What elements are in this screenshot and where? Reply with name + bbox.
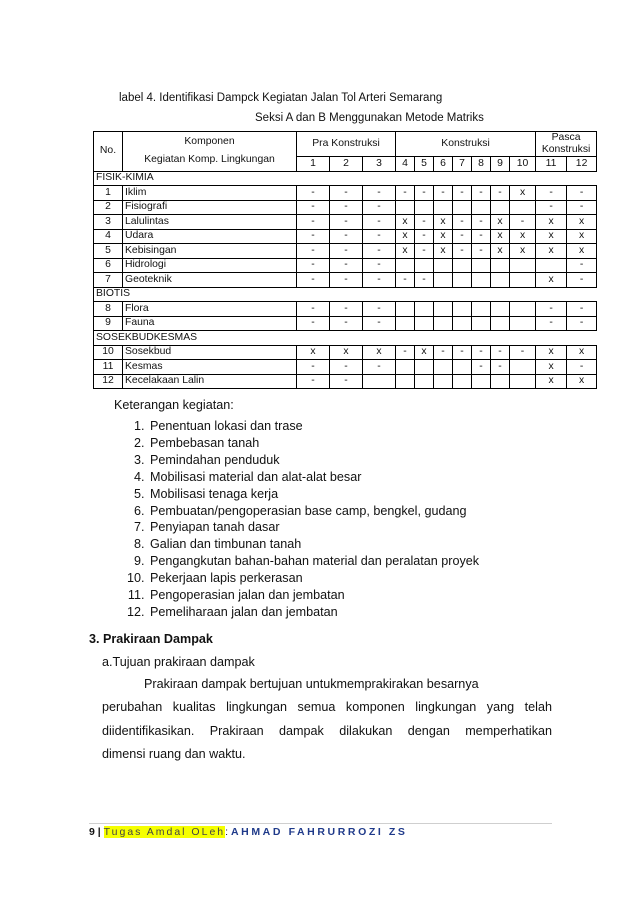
paragraph-line-2: perubahan kualitas lingkungan semua komponen lingkungan yang telah <box>102 700 552 714</box>
matrix-cell: - <box>363 229 396 244</box>
matrix-cell: - <box>330 200 363 215</box>
matrix-cell <box>453 374 472 389</box>
matrix-cell <box>510 302 536 317</box>
legend-item: 1. Penentuan lokasi dan trase <box>148 418 479 435</box>
matrix-cell: x <box>491 229 510 244</box>
matrix-cell <box>491 273 510 288</box>
matrix-cell: x <box>567 374 597 389</box>
paragraph-line-1: Prakiraan dampak bertujuan untukmemprakirakan besarnya <box>144 677 479 691</box>
matrix-cell: - <box>472 345 491 360</box>
matrix-cell: x <box>415 345 434 360</box>
matrix-cell: x <box>510 186 536 201</box>
matrix-cell: - <box>297 258 330 273</box>
section-fill <box>297 331 597 346</box>
matrix-cell <box>453 200 472 215</box>
matrix-cell: - <box>330 316 363 331</box>
matrix-cell <box>491 200 510 215</box>
matrix-cell: x <box>536 374 567 389</box>
matrix-cell: x <box>491 244 510 259</box>
row-number: 1 <box>94 186 123 201</box>
legend-item: 8. Galian dan timbunan tanah <box>148 536 479 553</box>
matrix-cell: - <box>297 200 330 215</box>
paragraph-line-4: dimensi ruang dan waktu. <box>102 747 246 761</box>
impact-matrix-table <box>93 131 597 389</box>
matrix-cell: - <box>330 215 363 230</box>
matrix-cell: x <box>330 345 363 360</box>
header-pasca-konstruksi: Pasca Konstruksi <box>536 132 597 157</box>
matrix-cell: - <box>363 316 396 331</box>
row-component-name: Fisiografi <box>123 200 297 215</box>
matrix-cell: - <box>453 244 472 259</box>
row-number: 7 <box>94 273 123 288</box>
matrix-cell: x <box>434 215 453 230</box>
matrix-cell: x <box>567 215 597 230</box>
header-col-5: 5 <box>415 157 434 172</box>
matrix-cell: - <box>363 258 396 273</box>
matrix-cell: x <box>363 345 396 360</box>
row-component-name: Hidrologi <box>123 258 297 273</box>
matrix-cell: x <box>536 345 567 360</box>
matrix-cell: x <box>536 215 567 230</box>
matrix-cell <box>453 360 472 375</box>
matrix-cell: x <box>491 215 510 230</box>
matrix-cell: x <box>396 215 415 230</box>
matrix-cell: - <box>396 186 415 201</box>
table-row <box>94 244 597 259</box>
matrix-cell: x <box>434 229 453 244</box>
row-number: 2 <box>94 200 123 215</box>
table-row <box>94 316 597 331</box>
header-no: No. <box>94 132 123 172</box>
matrix-cell: - <box>363 273 396 288</box>
matrix-cell: - <box>297 244 330 259</box>
footer <box>89 825 408 839</box>
matrix-cell: - <box>297 374 330 389</box>
matrix-cell <box>491 258 510 273</box>
matrix-cell: x <box>297 345 330 360</box>
header-col-4: 4 <box>396 157 415 172</box>
matrix-cell <box>510 374 536 389</box>
matrix-cell: - <box>536 186 567 201</box>
matrix-cell: - <box>330 229 363 244</box>
matrix-cell: - <box>415 215 434 230</box>
row-component-name: Udara <box>123 229 297 244</box>
matrix-cell <box>491 374 510 389</box>
matrix-cell <box>434 316 453 331</box>
matrix-cell: - <box>491 360 510 375</box>
row-component-name: Flora <box>123 302 297 317</box>
legend-item: 7. Penyiapan tanah dasar <box>148 519 479 536</box>
matrix-cell: x <box>536 244 567 259</box>
page-number: 9 | <box>89 826 101 838</box>
matrix-cell: - <box>330 186 363 201</box>
legend-item: 11. Pengoperasian jalan dan jembatan <box>148 587 479 604</box>
header-col-1: 1 <box>297 157 330 172</box>
matrix-cell: x <box>396 244 415 259</box>
matrix-cell: - <box>415 229 434 244</box>
matrix-cell: x <box>567 229 597 244</box>
row-number: 9 <box>94 316 123 331</box>
matrix-cell: - <box>363 200 396 215</box>
matrix-cell: - <box>415 273 434 288</box>
matrix-cell <box>434 200 453 215</box>
legend-item: 9. Pengangkutan bahan-bahan material dan peralatan proyek <box>148 553 479 570</box>
table-row <box>94 229 597 244</box>
matrix-cell <box>434 360 453 375</box>
matrix-cell: - <box>567 200 597 215</box>
matrix-cell: - <box>415 244 434 259</box>
legend-item: 5. Mobilisasi tenaga kerja <box>148 486 479 503</box>
matrix-cell <box>396 316 415 331</box>
section-row <box>94 171 597 186</box>
matrix-cell: - <box>396 273 415 288</box>
matrix-cell <box>415 360 434 375</box>
matrix-cell <box>415 374 434 389</box>
header-kegiatan-label: Kegiatan Komp. Lingkungan <box>144 154 275 166</box>
matrix-cell: - <box>297 215 330 230</box>
row-number: 10 <box>94 345 123 360</box>
matrix-cell: - <box>297 316 330 331</box>
table-row <box>94 302 597 317</box>
matrix-cell: - <box>297 302 330 317</box>
matrix-cell <box>396 360 415 375</box>
matrix-cell <box>434 273 453 288</box>
matrix-cell: - <box>297 360 330 375</box>
matrix-cell: - <box>536 200 567 215</box>
row-number: 4 <box>94 229 123 244</box>
matrix-cell: - <box>510 215 536 230</box>
matrix-cell <box>396 258 415 273</box>
row-component-name: Kebisingan <box>123 244 297 259</box>
matrix-cell: - <box>363 186 396 201</box>
matrix-cell: - <box>567 360 597 375</box>
matrix-cell: - <box>330 302 363 317</box>
matrix-cell: - <box>434 345 453 360</box>
section-title: BIOTIS <box>94 287 297 302</box>
matrix-cell: x <box>536 360 567 375</box>
matrix-cell: x <box>510 229 536 244</box>
matrix-cell: - <box>567 302 597 317</box>
matrix-cell: - <box>472 244 491 259</box>
row-number: 12 <box>94 374 123 389</box>
header-col-6: 6 <box>434 157 453 172</box>
matrix-cell: - <box>330 374 363 389</box>
matrix-cell <box>472 273 491 288</box>
legend-item: 12. Pemeliharaan jalan dan jembatan <box>148 604 479 621</box>
matrix-cell: - <box>297 273 330 288</box>
matrix-cell <box>510 200 536 215</box>
matrix-cell <box>472 316 491 331</box>
footer-author: AHMAD FAHRURROZI ZS <box>230 826 408 838</box>
section-heading: 3. Prakiraan Dampak <box>89 632 213 646</box>
section-title: SOSEKBUDKESMAS <box>94 331 297 346</box>
matrix-cell: - <box>330 244 363 259</box>
matrix-cell <box>434 374 453 389</box>
matrix-cell: - <box>491 345 510 360</box>
matrix-cell: - <box>453 229 472 244</box>
row-component-name: Fauna <box>123 316 297 331</box>
header-col-12: 12 <box>567 157 597 172</box>
matrix-cell: - <box>330 273 363 288</box>
matrix-cell <box>510 273 536 288</box>
footer-rule <box>89 823 552 824</box>
row-component-name: Geoteknik <box>123 273 297 288</box>
table-row <box>94 273 597 288</box>
matrix-cell: - <box>415 186 434 201</box>
matrix-cell <box>415 316 434 331</box>
header-pra-konstruksi: Pra Konstruksi <box>297 132 396 157</box>
matrix-cell: - <box>453 345 472 360</box>
matrix-cell: - <box>567 316 597 331</box>
matrix-cell: - <box>453 186 472 201</box>
matrix-cell: - <box>491 186 510 201</box>
matrix-cell: x <box>396 229 415 244</box>
matrix-cell <box>453 316 472 331</box>
matrix-cell: - <box>434 186 453 201</box>
header-col-7: 7 <box>453 157 472 172</box>
matrix-cell <box>510 316 536 331</box>
matrix-cell <box>453 273 472 288</box>
section-fill <box>297 171 597 186</box>
table-row <box>94 360 597 375</box>
row-component-name: Lalulintas <box>123 215 297 230</box>
matrix-cell: - <box>567 186 597 201</box>
matrix-cell: - <box>536 302 567 317</box>
matrix-cell: - <box>453 215 472 230</box>
header-komponen-label: Komponen <box>184 136 235 148</box>
matrix-cell <box>472 258 491 273</box>
matrix-cell: - <box>363 215 396 230</box>
matrix-cell <box>453 302 472 317</box>
matrix-cell: - <box>472 186 491 201</box>
section-row <box>94 287 597 302</box>
matrix-cell <box>396 200 415 215</box>
matrix-cell <box>491 316 510 331</box>
section-row <box>94 331 597 346</box>
footer-label: Tugas Amdal OLeh <box>103 826 226 838</box>
matrix-cell <box>434 302 453 317</box>
matrix-cell <box>396 374 415 389</box>
matrix-cell: - <box>297 229 330 244</box>
row-number: 3 <box>94 215 123 230</box>
table-row <box>94 258 597 273</box>
row-component-name: Kecelakaan Lalin <box>123 374 297 389</box>
matrix-cell <box>363 374 396 389</box>
matrix-cell: - <box>567 273 597 288</box>
matrix-cell <box>415 302 434 317</box>
matrix-cell <box>510 360 536 375</box>
row-component-name: Sosekbud <box>123 345 297 360</box>
row-number: 6 <box>94 258 123 273</box>
table-caption-line1: label 4. Identifikasi Dampck Kegiatan Jalan Tol Arteri Semarang <box>119 92 443 104</box>
table-row <box>94 215 597 230</box>
matrix-cell: x <box>536 229 567 244</box>
row-component-name: Iklim <box>123 186 297 201</box>
table-caption-line2: Seksi A dan B Menggunakan Metode Matriks <box>255 112 484 124</box>
matrix-cell <box>472 302 491 317</box>
matrix-cell: - <box>472 215 491 230</box>
header-col-8: 8 <box>472 157 491 172</box>
matrix-cell: - <box>363 360 396 375</box>
matrix-cell: - <box>363 244 396 259</box>
header-col-11: 11 <box>536 157 567 172</box>
header-komponen <box>123 132 297 172</box>
matrix-cell <box>472 374 491 389</box>
matrix-cell: x <box>536 273 567 288</box>
matrix-cell: - <box>472 360 491 375</box>
table-row <box>94 374 597 389</box>
legend-item: 3. Pemindahan penduduk <box>148 452 479 469</box>
section-title: FISIK-KIMIA <box>94 171 297 186</box>
matrix-cell <box>415 200 434 215</box>
matrix-cell <box>453 258 472 273</box>
matrix-cell <box>396 302 415 317</box>
row-number: 11 <box>94 360 123 375</box>
legend-title: Keterangan kegiatan: <box>114 398 234 412</box>
paragraph-line-3: diidentifikasikan. Prakiraan dampak dilakukan dengan memperhatikan <box>102 724 552 738</box>
matrix-cell: x <box>567 244 597 259</box>
header-col-3: 3 <box>363 157 396 172</box>
matrix-cell: - <box>330 258 363 273</box>
table-row <box>94 345 597 360</box>
matrix-cell: - <box>330 360 363 375</box>
table-row <box>94 200 597 215</box>
matrix-cell <box>491 302 510 317</box>
row-component-name: Kesmas <box>123 360 297 375</box>
matrix-cell <box>536 258 567 273</box>
legend-item: 4. Mobilisasi material dan alat-alat besar <box>148 469 479 486</box>
row-number: 8 <box>94 302 123 317</box>
header-col-9: 9 <box>491 157 510 172</box>
header-col-10: 10 <box>510 157 536 172</box>
legend-list <box>123 418 479 621</box>
matrix-cell <box>510 258 536 273</box>
header-konstruksi: Konstruksi <box>396 132 536 157</box>
row-number: 5 <box>94 244 123 259</box>
matrix-cell <box>434 258 453 273</box>
matrix-cell <box>472 200 491 215</box>
footer-separator: : <box>225 826 229 838</box>
matrix-cell: - <box>472 229 491 244</box>
matrix-cell: - <box>396 345 415 360</box>
matrix-cell <box>415 258 434 273</box>
section-fill <box>297 287 597 302</box>
subsection-heading: a.Tujuan prakiraan dampak <box>102 655 255 669</box>
matrix-cell: x <box>434 244 453 259</box>
table-row <box>94 186 597 201</box>
legend-item: 10. Pekerjaan lapis perkerasan <box>148 570 479 587</box>
matrix-cell: - <box>510 345 536 360</box>
matrix-cell: x <box>510 244 536 259</box>
matrix-cell: - <box>536 316 567 331</box>
matrix-cell: - <box>363 302 396 317</box>
matrix-cell: - <box>297 186 330 201</box>
header-col-2: 2 <box>330 157 363 172</box>
matrix-cell: - <box>567 258 597 273</box>
matrix-cell: x <box>567 345 597 360</box>
legend-item: 2. Pembebasan tanah <box>148 435 479 452</box>
legend-item: 6. Pembuatan/pengoperasian base camp, bengkel, gudang <box>148 503 479 520</box>
